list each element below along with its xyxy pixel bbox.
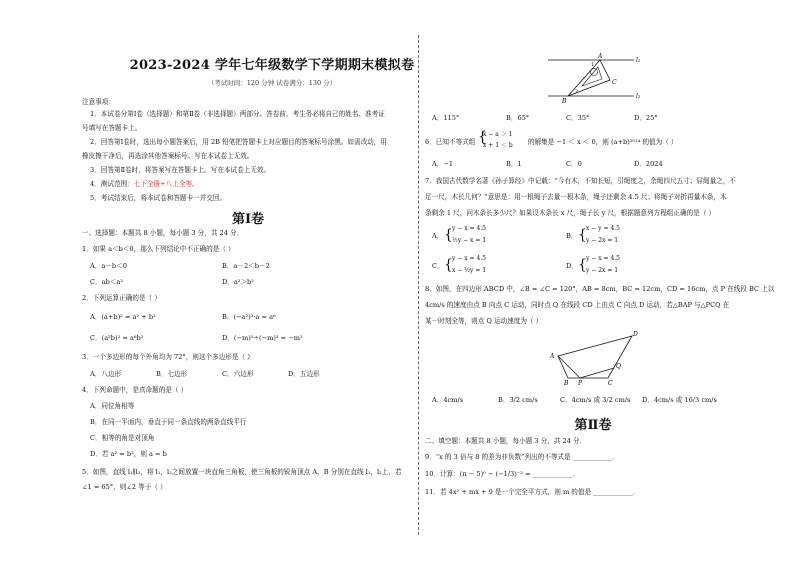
q7-a-brace: { [444,227,453,243]
q2-option-d: D．(−m)⁵÷(−m)³ = −m² [222,334,303,342]
q7-d-eq2: y − 2x = 1 [586,267,619,274]
q7-option-c-label: C． [432,262,444,270]
q1-option-a: A．a－b＜0 [90,262,127,270]
label-l2: l₂ [636,93,641,100]
section-2-intro: 二、填空题：本题共 8 小题，每小题 3 分，共 24 分． [425,437,587,445]
q7-a-eq2: ½y − x = 1 [452,237,487,244]
label-angle-1: 1 [591,62,595,68]
q6-option-c: C．0 [566,160,582,168]
label-l1: l₁ [636,57,641,64]
q6-stem-pre: 6．已知不等式组 [425,138,476,146]
label-a: A [598,53,603,60]
note-1b: 号填写在答题卡上。 [82,124,142,132]
q7-line3: 条剩余 1 尺，问木条长多少尺？如果设木条长 x 尺，绳子长 y 尺，根据题意列方程组正确的是（ ） [425,209,716,217]
quadrilateral-abcd [558,336,632,378]
q2-option-b: B．(−a²)³·a = a⁶ [222,313,276,321]
q3-option-a: A．八边形 [90,370,122,378]
section-2-title: 第Ⅱ卷 [574,418,612,433]
label-a: A [550,353,555,360]
label-b: B [562,98,567,104]
note-3: 3．回答第Ⅱ卷时，将答案写在答题卡上。写在本试卷上无效。 [90,166,271,174]
note-4: 4．测试范围：七下全册+八上全等。 [90,180,199,188]
label-c: C [608,380,613,386]
page-title: 2023-2024 学年七年级数学下学期期末模拟卷 [129,58,415,73]
notes-header: 注意事项： [82,98,115,106]
q8-line3: 某一时刻全等，则点 Q 运动速度为（ ） [425,317,543,325]
q1-option-b: B．a－2＜b－2 [222,262,270,270]
note-5: 5．考试结束后，将本试卷和答题卡一并交回。 [90,194,227,202]
q7-b-eq2: y − 2x = 1 [586,237,619,244]
q7-option-a-label: A． [432,232,444,240]
q5-option-a: A．115° [432,114,460,122]
q6-option-a: A．−1 [432,160,454,168]
q8-figure [544,328,644,386]
q7-d-eq1: y − x = 4.5 [586,255,620,262]
q4-option-a: A．同位角相等 [90,402,135,410]
q7-line2: 足一尺，木长几何？”意思是：用一根绳子去量一根木条，绳子还剩余 4.5 尺；将绳子对折再量木条，木 [425,193,727,201]
q1-stem: 1．如果 a＜b＜0，那么下列结论中不正确的是（ ） [82,245,235,253]
section-1-title: 第Ⅰ卷 [231,212,265,227]
q6-brace: { [478,129,487,145]
exam-subtitle: （考试时间：120 分钟 试卷满分：130 分） [207,79,337,87]
note-2a: 2．回答第Ⅰ卷时，选出每小题答案后，用 2B 铅笔把答题卡上对应题目的答案标号涂黑。如需改动，用 [90,138,387,146]
q2-option-c: C．(a³b)² = a⁶b² [90,334,144,342]
q6-stem-post: 的解集是 −1 ＜ x ＜ 0，则 (a+b)²⁰²⁴ 的值为（ ） [528,138,678,146]
q5-option-d: D．25° [634,114,658,122]
q3-stem: 3．一个多边形的每个外角均为 72°，则这个多边形是（ ） [82,353,254,361]
q7-b-eq1: x − y = 4.5 [586,225,620,232]
q3-option-b: B．七边形 [156,370,188,378]
label-b: B [564,380,569,386]
q5-stem-line1: 5．如图，直线 l₁∥l₂，将 l₁，l₂之间放置一块直角三角板，使三角板的锐角顶点 A，B 分别在直线 l₁，l₂上，若 [82,468,402,476]
q3-option-c: C．六边形 [222,370,254,378]
q8-option-a: A．4cm/s [432,396,464,404]
test-scope: 七下全册+八上全等。 [133,180,199,188]
q10: 10．计算：(π − 5)⁰ − (−1/3)⁻² = ____________． [425,470,579,478]
q8-line1: 8．如图，在四边形 ABCD 中，∠B = ∠C = 120°，AB = 8cm，BC = 12cm，CD = 16cm，点 P 在线段 BC 上以 [425,285,775,293]
label-c: C [612,79,617,86]
q8-option-d: D．4cm/s 或 16/3 cm/s [642,396,717,404]
q4-option-b: B．在同一平面内，垂直于同一条直线的两条直线平行 [90,418,247,426]
note-2b: 橡皮擦干净后，再选涂其他答案标号。写在本试卷上无效。 [82,152,254,160]
q1-option-c: C．ab＜a² [90,278,123,286]
segment-ap [558,356,580,378]
q4-stem: 4．下列命题中，是真命题的是（ ） [82,386,188,394]
q7-c-brace: { [444,257,453,273]
q6-option-b: B．1 [506,160,522,168]
q7-d-brace: { [578,257,587,273]
q5-option-c: C．35° [566,114,590,122]
q7-option-d-label: D． [566,262,578,270]
label-angle-2: 2 [575,89,579,95]
q2-option-a: A．(a+b)² = a² + b² [90,313,156,321]
q7-a-eq1: y − x = 4.5 [452,225,486,232]
q1-option-d: D．a²＞b² [222,278,254,286]
column-divider [418,35,419,535]
q6-sys-1: x − a ＞ 1 [483,131,513,138]
q8-line2: 4cm/s 的速度由点 B 向点 C 运动，同时点 Q 在线段 CD 上由点 C 向点 D 运动，若△BAP 与△PCQ 在 [425,301,730,309]
label-q: Q [616,363,621,370]
q6-sys-2: x + 1 ＜ b [483,142,513,149]
q8-option-c: C．4cm/s 或 3/2 cm/s [560,396,631,404]
q7-c-eq1: y − x = 4.5 [452,255,486,262]
note-1a: 1．本试卷分第Ⅰ卷（选择题）和第Ⅱ卷（非选择题）两部分。答卷前，考生务必将自己的姓名、准考证 [90,110,385,118]
label-d: D [633,331,638,338]
q5-option-b: B．65° [506,114,530,122]
q7-option-b-label: B． [566,232,578,240]
section-1-intro: 一、选择题：本题共 8 小题，每小题 3 分，共 24 分． [82,229,244,237]
q5-figure [548,52,648,104]
q7-line1: 7．我国古代数学名著《孙子算经》中记载：“今有木，不知长短，引绳度之，余绳四尺五寸；屈绳量之，不 [425,177,736,185]
q4-option-d: D．若 a² = b²，则 a = b [90,450,167,458]
label-p: P [578,380,583,386]
q6-option-d: D．2024 [634,160,663,168]
q7-b-brace: { [578,227,587,243]
q7-c-eq2: x − ½y = 1 [452,267,487,274]
q9: 9．“x 的 3 倍与 8 的差为非负数”列出的不等式是 ____________． [425,453,619,461]
q5-stem-line2: ∠1 = 65°，则∠2 等于（ ） [82,483,167,491]
q3-option-d: D．五边形 [288,370,320,378]
q8-option-b: B．3/2 cm/s [498,396,538,404]
q11: 11．若 4x² + mx + 9 是一个完全平方式，则 m 的值是 ____________． [425,488,640,496]
q4-option-c: C．相等的角是对顶角 [90,434,155,442]
q2-stem: 2．下列运算正确的是（ ） [82,294,161,302]
